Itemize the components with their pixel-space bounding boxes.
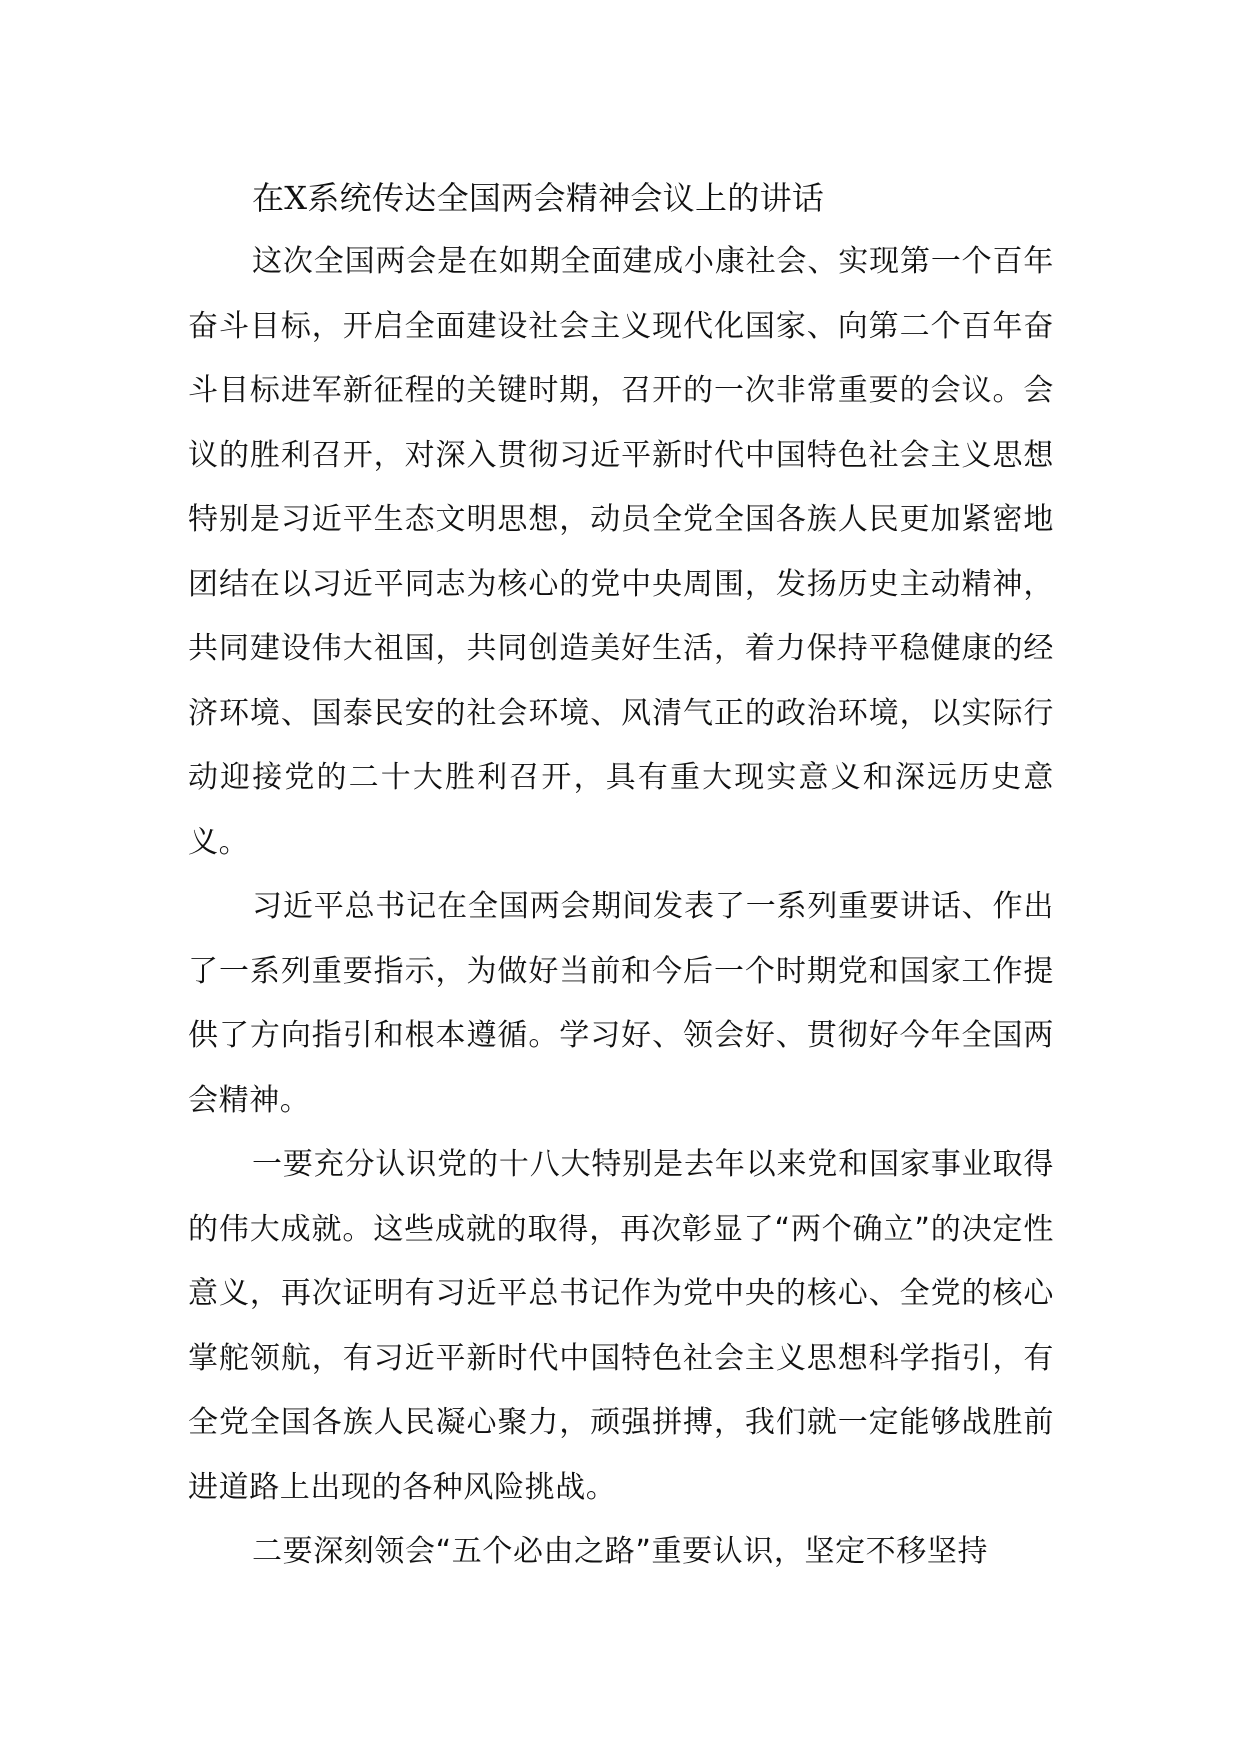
document-body: [188, 166, 1054, 1585]
paragraph-4: 二要深刻领会“五个必由之路”重要认识，坚定不移坚持: [252, 1534, 989, 1569]
paragraph-3: 一要充分认识党的十八大特别是去年以来党和国家事业取得的伟大成就。这些成就的取得，再次彰显了“两个确立”的决定性意义，再次证明有习近平总书记作为党中央的核心、全党的核心掌舵领航，有习近平新时代中国特色社会主义思想科学指引，有全党全国各族人民凝心聚力，顽强拼搏，我们就一定能够战胜前进道路上出现的各种风险挑战。: [188, 1147, 1054, 1505]
paragraph-1: 这次全国两会是在如期全面建成小康社会、实现第一个百年奋斗目标，开启全面建设社会主义现代化国家、向第二个百年奋斗目标进军新征程的关键时期，召开的一次非常重要的会议。会议的胜利召开，对深入贯彻习近平新时代中国特色社会主义思想特别是习近平生态文明思想，动员全党全国各族人民更加紧密地团结在以习近平同志为核心的党中央周围，发扬历史主动精神，共同建设伟大祖国，共同创造美好生活，着力保持平稳健康的经济环境、国泰民安的社会环境、风清气正的政治环境，以实际行动迎接党的二十大胜利召开，具有重大现实意义和深远历史意义。: [188, 244, 1054, 860]
paragraph-2: 习近平总书记在全国两会期间发表了一系列重要讲话、作出了一系列重要指示，为做好当前和今后一个时期党和国家工作提供了方向指引和根本遵循。学习好、领会好、贯彻好今年全国两会精神。: [188, 889, 1054, 1118]
document-title: 在X系统传达全国两会精神会议上的讲话: [252, 179, 825, 217]
